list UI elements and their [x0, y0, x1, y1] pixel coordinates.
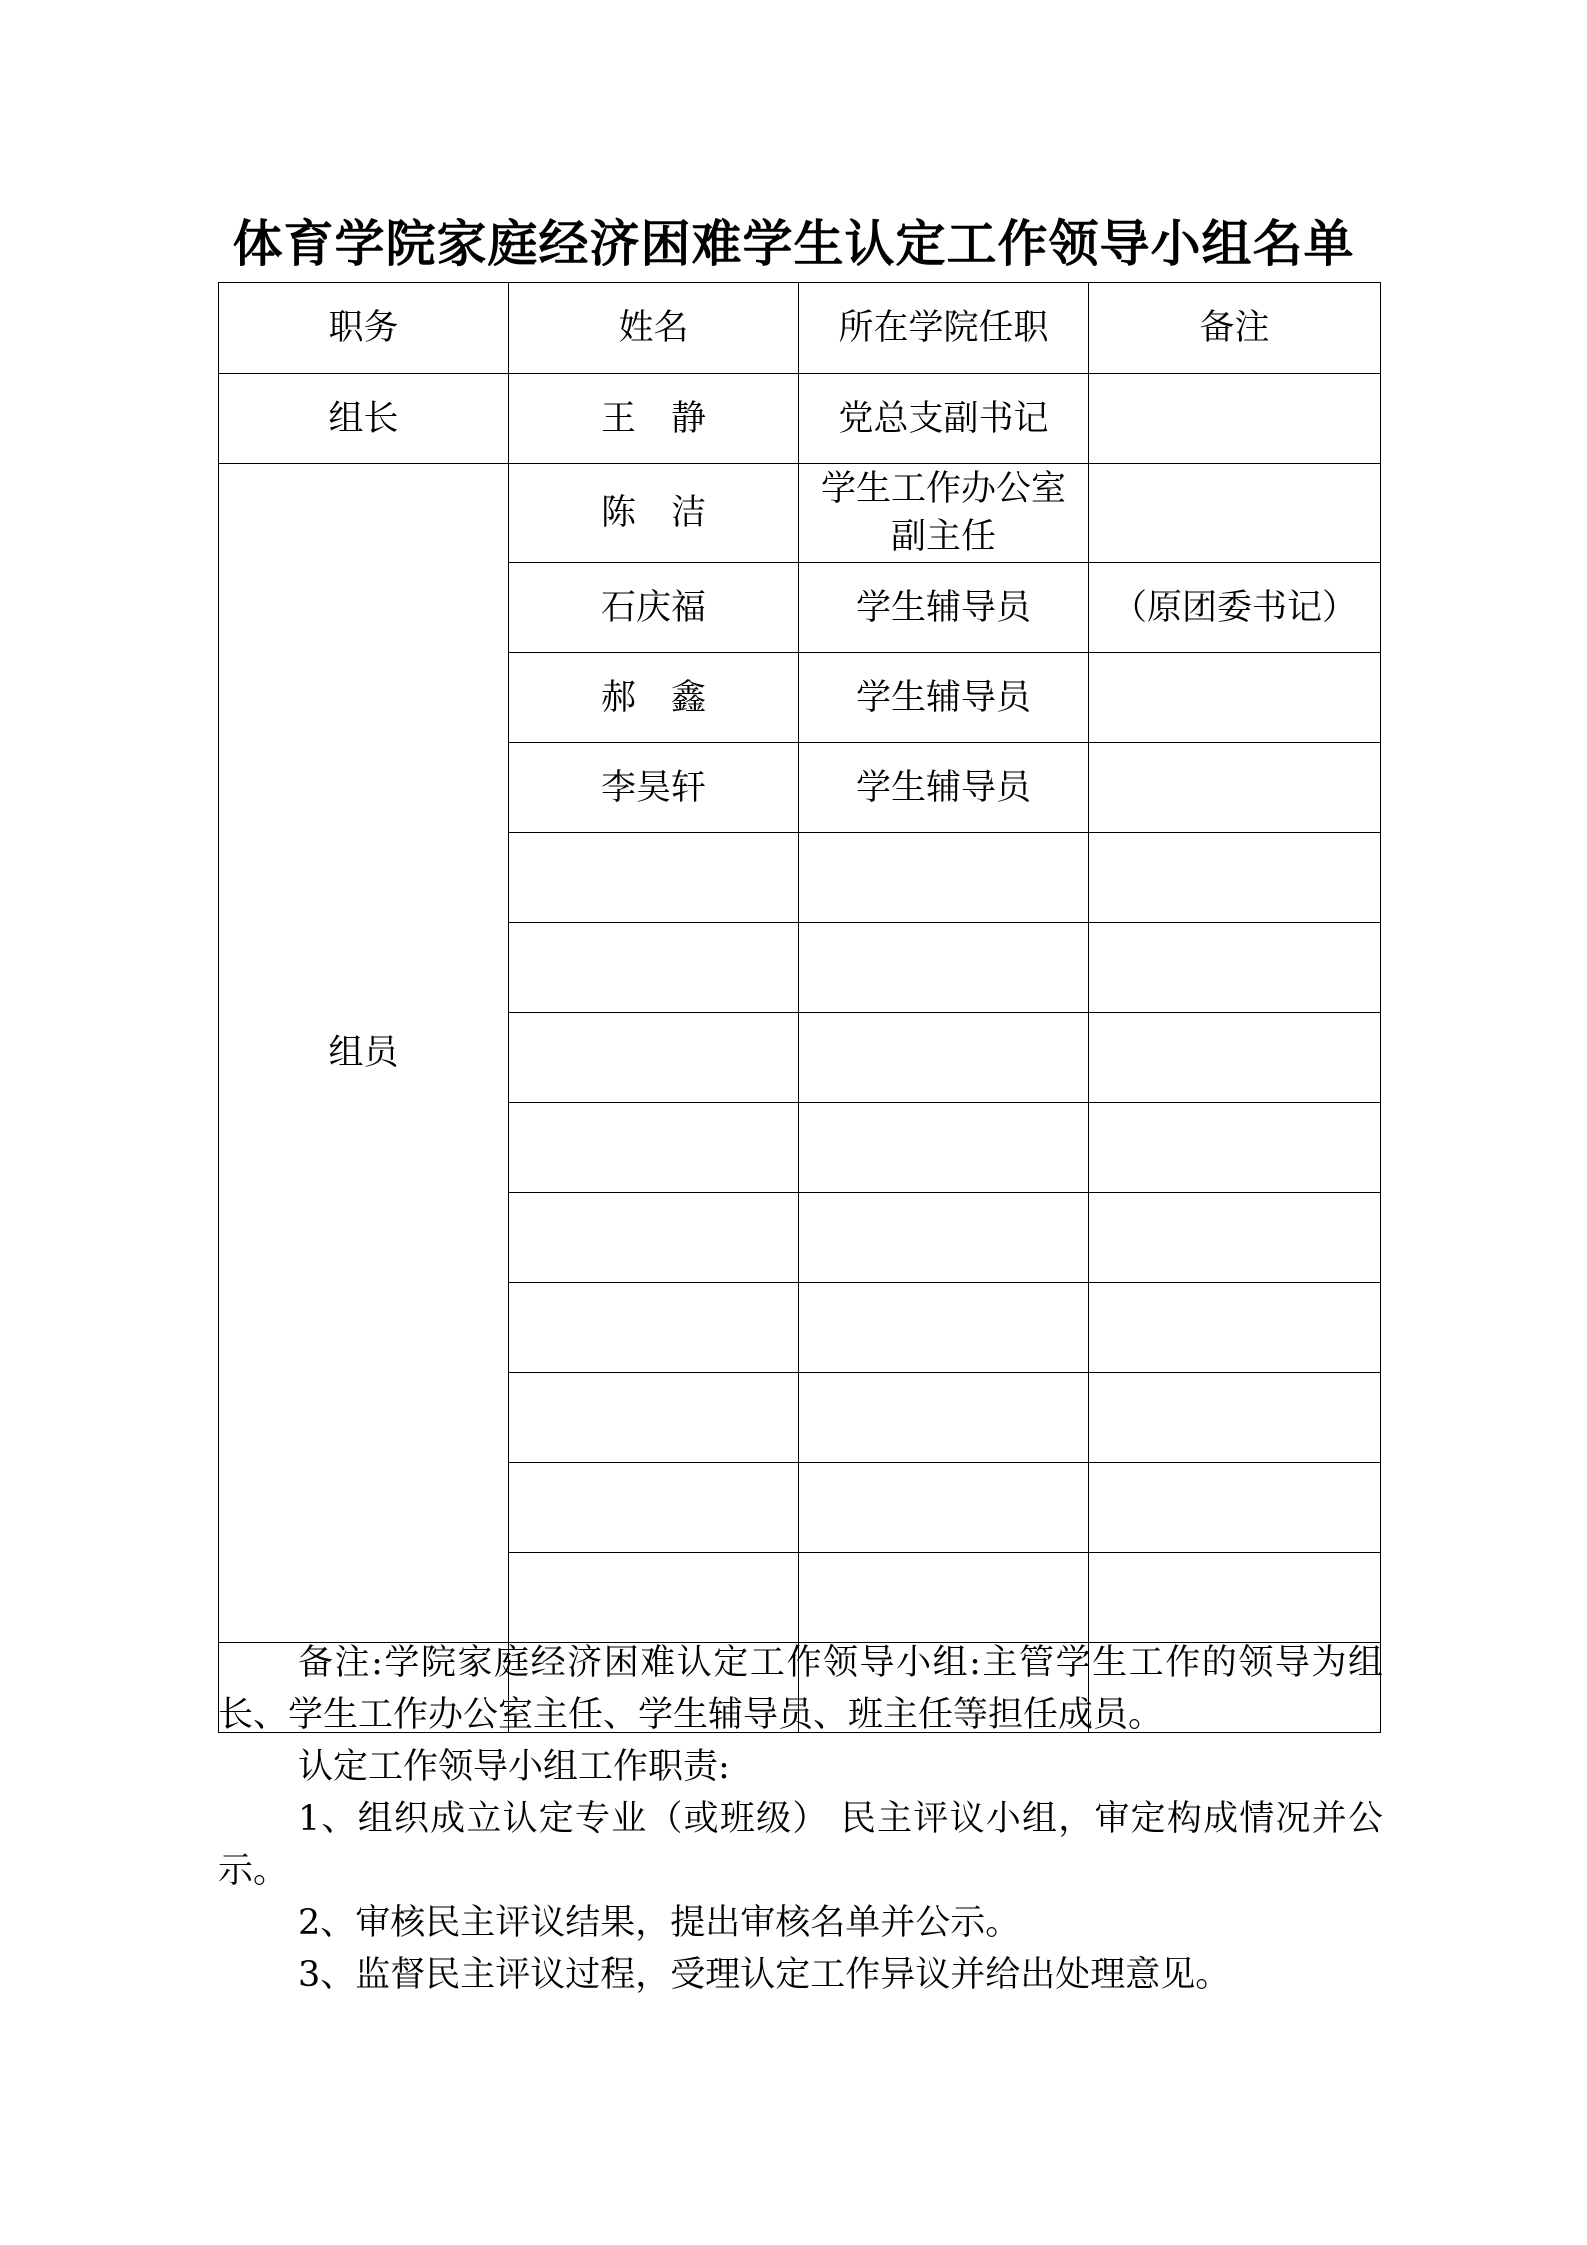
member-remark: [1089, 653, 1381, 743]
members-role: 组员: [219, 464, 509, 1643]
remark-paragraph: 备注:学院家庭经济困难认定工作领导小组:主管学生工作的领导为组长、学生工作办公室主任、学生辅导员、班主任等担任成员。: [218, 1643, 1383, 1735]
member-name: 李昊轩: [509, 743, 799, 833]
empty-cell: [799, 1463, 1089, 1553]
leader-position: 党总支副书记: [799, 374, 1089, 464]
empty-cell: [799, 1193, 1089, 1283]
empty-cell: [509, 1283, 799, 1373]
table-header-row: [219, 283, 1381, 374]
empty-cell: [1089, 1103, 1381, 1193]
empty-cell: [1089, 1193, 1381, 1283]
duty-item: 2、审核民主评议结果，提出审核名单并公示。: [298, 1903, 1021, 1943]
duty-item: 1、组织成立认定专业（或班级） 民主评议小组，审定构成情况并公示。: [218, 1799, 1383, 1891]
member-remark: [1089, 464, 1381, 563]
empty-cell: [1089, 1553, 1381, 1643]
member-name: 石庆福: [509, 563, 799, 653]
empty-cell: [1089, 1463, 1381, 1553]
header-name: 姓名: [509, 283, 799, 374]
empty-cell: [1089, 1283, 1381, 1373]
duties-heading: 认定工作领导小组工作职责:: [298, 1747, 730, 1787]
leadership-roster-table: [218, 282, 1381, 1733]
empty-cell: [799, 1373, 1089, 1463]
member-name: 郝 鑫: [509, 653, 799, 743]
empty-cell: [509, 1103, 799, 1193]
table-row: [219, 464, 1381, 563]
empty-cell: [509, 1553, 799, 1643]
member-name: 陈 洁: [509, 464, 799, 563]
notes-section: [218, 1637, 1383, 2001]
leader-role: 组长: [219, 374, 509, 464]
empty-cell: [799, 923, 1089, 1013]
empty-cell: [509, 1463, 799, 1553]
empty-cell: [799, 833, 1089, 923]
empty-cell: [509, 1013, 799, 1103]
empty-cell: [509, 1193, 799, 1283]
empty-cell: [1089, 833, 1381, 923]
member-position: 学生辅导员: [799, 653, 1089, 743]
header-remark: 备注: [1089, 283, 1381, 374]
leader-remark: [1089, 374, 1381, 464]
member-position: 学生辅导员: [799, 743, 1089, 833]
header-role: 职务: [219, 283, 509, 374]
table-row-leader: [219, 374, 1381, 464]
member-position: 学生辅导员: [799, 563, 1089, 653]
empty-cell: [799, 1283, 1089, 1373]
header-position: 所在学院任职: [799, 283, 1089, 374]
member-remark: （原团委书记）: [1089, 563, 1381, 653]
empty-cell: [509, 833, 799, 923]
empty-cell: [1089, 1373, 1381, 1463]
duty-item: 3、监督民主评议过程，受理认定工作异议并给出处理意见。: [298, 1955, 1231, 1995]
empty-cell: [509, 923, 799, 1013]
empty-cell: [799, 1103, 1089, 1193]
empty-cell: [509, 1373, 799, 1463]
empty-cell: [1089, 923, 1381, 1013]
document-title: 体育学院家庭经济困难学生认定工作领导小组名单: [232, 214, 1355, 273]
empty-cell: [1089, 1013, 1381, 1103]
member-position: 学生工作办公室副主任: [799, 464, 1089, 563]
empty-cell: [799, 1013, 1089, 1103]
member-remark: [1089, 743, 1381, 833]
leader-name: 王 静: [509, 374, 799, 464]
empty-cell: [799, 1553, 1089, 1643]
